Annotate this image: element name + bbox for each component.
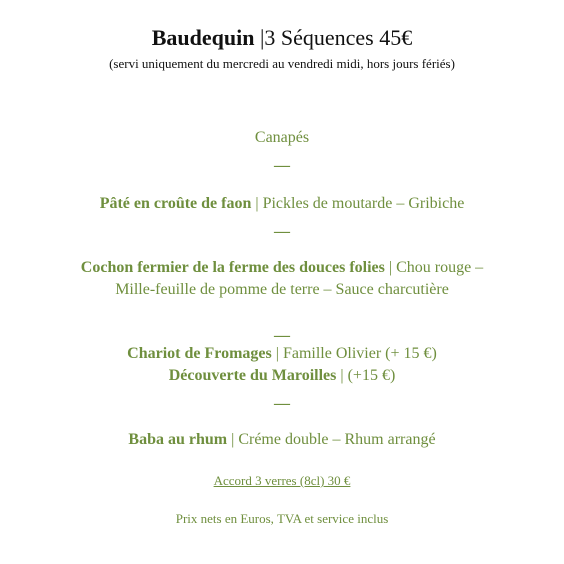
dish-name: Baba au rhum: [128, 431, 228, 448]
dish-name: Chariot de Fromages: [127, 345, 272, 362]
dish-separator: |: [271, 345, 283, 362]
course-separator: —: [274, 223, 290, 240]
course-cochon-fermier: [0, 258, 564, 278]
course-chariot-fromages: [0, 344, 564, 364]
dish-name: Cochon fermier de la ferme des douces folies: [80, 259, 385, 276]
canapes-label: Canapés: [254, 129, 310, 146]
restaurant-name: Baudequin: [151, 25, 255, 50]
dish-name: Découverte du Maroilles: [168, 367, 337, 384]
course-separator: —: [274, 157, 290, 174]
course-pate-en-croute: [0, 194, 564, 214]
dish-separator: |: [251, 195, 263, 212]
course-baba-au-rhum: [0, 430, 564, 450]
course-separator: —: [274, 327, 290, 344]
dish-name: Pâté en croûte de faon: [99, 195, 252, 212]
title-separator: |: [259, 25, 265, 50]
course-cochon-fermier-description: Mille-feuille de pomme de terre – Sauce charcutière: [115, 281, 449, 298]
dish-description: Pickles de moutarde – Gribiche: [262, 195, 465, 212]
dish-description: Créme double – Rhum arrangé: [238, 431, 436, 448]
dish-separator: |: [384, 259, 397, 276]
dish-description: Chou rouge –: [396, 259, 484, 276]
dish-separator: |: [227, 431, 239, 448]
formula-label: 3 Séquences 45€: [264, 25, 413, 50]
dish-description: (+15 €): [347, 367, 396, 384]
wine-pairing-label: Accord 3 verres (8cl) 30 €: [213, 473, 351, 488]
prices-note: Prix nets en Euros, TVA et service inclus: [175, 511, 389, 526]
menu-title: [0, 24, 564, 52]
availability-note: (servi uniquement du mercredi au vendredi midi, hors jours fériés): [109, 56, 455, 71]
course-separator: —: [274, 395, 290, 412]
dish-description: Famille Olivier (+ 15 €): [282, 345, 437, 362]
course-maroilles: [0, 366, 564, 386]
dish-separator: |: [336, 367, 348, 384]
wine-pairing: [0, 473, 564, 489]
